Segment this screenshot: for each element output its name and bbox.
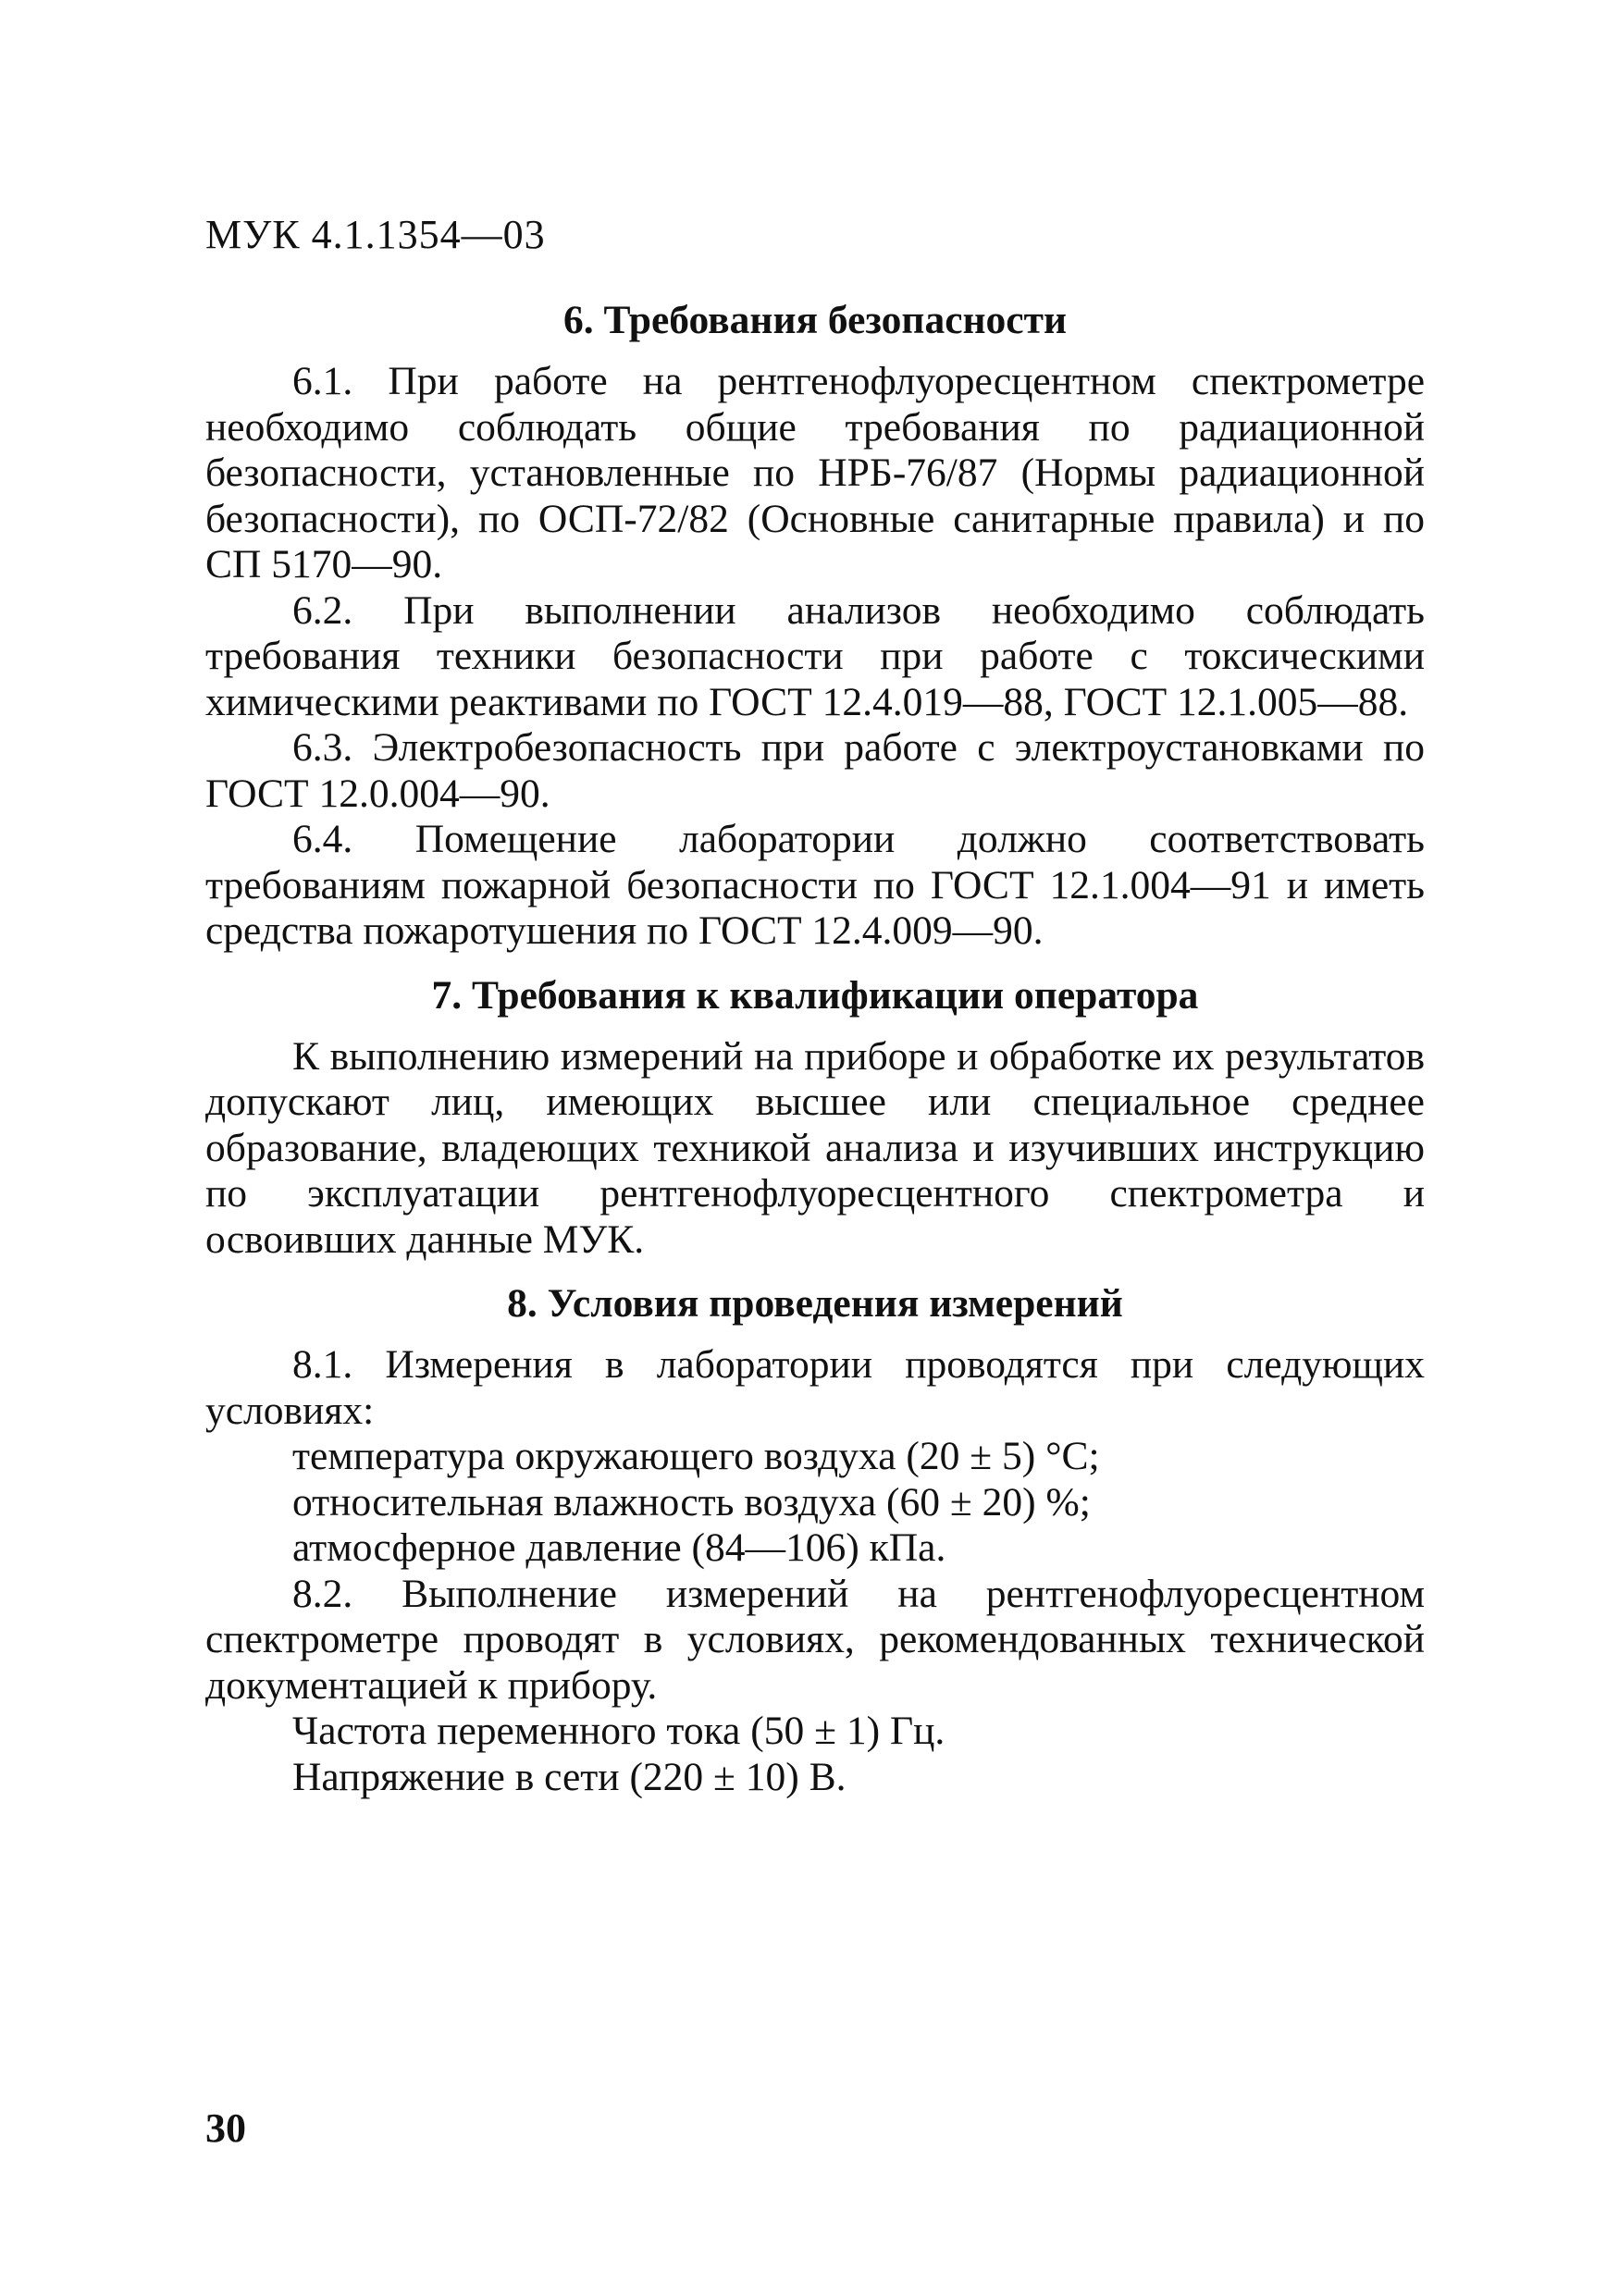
paragraph: 6.1. При работе на рентгенофлуоресцентном спектрометре необходимо соблюдать общие требования по радиационной безопасности, установленные по НРБ-76/87 (Нормы радиационной безопасности), по ОСП-72/82 (Основные санитарные правила) и по СП 5170—90. — [205, 359, 1425, 586]
paragraph: 6.4. Помещение лаборатории должно соответствовать требованиям пожарной безопасности по ГОСТ 12.1.004—91 и иметь средства пожаротушения по ГОСТ 12.4.009—90. — [205, 817, 1425, 953]
paragraph: 6.3. Электробезопасность при работе с электроустановками по ГОСТ 12.0.004—90. — [205, 725, 1425, 816]
section-title: 6. Требования безопасности — [562, 298, 1068, 342]
frequency-line: Частота переменного тока (50 ± 1) Гц. — [292, 1709, 945, 1753]
document-code: МУК 4.1.1354—03 — [205, 212, 546, 257]
paragraph: 8.2. Выполнение измерений на рентгенофлуоресцентном спектрометре проводят в условиях, рекомендованных технической документацией к прибору. — [205, 1571, 1425, 1708]
section-operator-qualification — [205, 969, 1425, 1264]
paragraph: 8.1. Измерения в лаборатории проводятся при следующих условиях: — [205, 1342, 1425, 1433]
section-measurement-conditions — [205, 1278, 1425, 1800]
paragraph: 6.2. При выполнении анализов необходимо соблюдать требования техники безопасности при работе с токсическими химическими реактивами по ГОСТ 12.4.019—88, ГОСТ 12.1.005—88. — [205, 587, 1425, 724]
document-body — [205, 294, 1425, 1815]
paragraph: К выполнению измерений на приборе и обработке их результатов допускают лиц, имеющих высшее или специальное среднее образование, владеющих техникой анализа и изучивших инструкцию по эксплуатации рентгенофлуоресцентного спектрометра и освоивших данные МУК. — [205, 1033, 1425, 1262]
voltage-line: Напряжение в сети (220 ± 10) В. — [292, 1754, 847, 1799]
section-safety-requirements — [205, 294, 1425, 955]
section-title: 8. Условия проведения измерений — [507, 1281, 1123, 1326]
condition-item: атмосферное давление (84—106) кПа. — [292, 1525, 946, 1570]
page-number: 30 — [205, 2105, 246, 2151]
section-title: 7. Требования к квалификации оператора — [431, 972, 1199, 1018]
condition-item: относительная влажность воздуха (60 ± 20) %; — [292, 1479, 1091, 1524]
condition-item: температура окружающего воздуха (20 ± 5) °С; — [292, 1434, 1100, 1478]
